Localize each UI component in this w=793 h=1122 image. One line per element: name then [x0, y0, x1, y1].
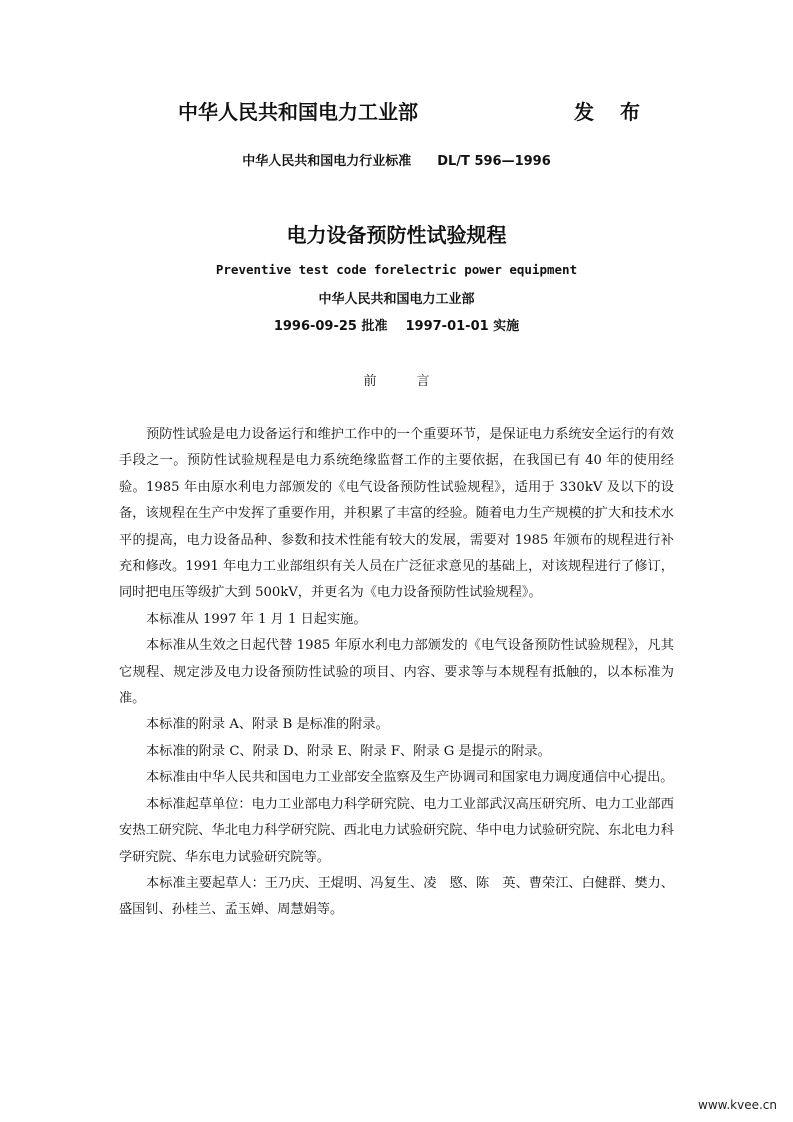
- standard-category: 中华人民共和国电力行业标准: [242, 154, 412, 169]
- paragraph: 本标准的附录 C、附录 D、附录 E、附录 F、附录 G 是提示的附录。: [146, 743, 551, 759]
- publishing-department: 中华人民共和国电力工业部: [318, 292, 475, 307]
- paragraph: 本标准的附录 A、附录 B 是标准的附录。: [146, 717, 389, 733]
- paragraph: 预防性试验是电力设备运行和维护工作中的一个重要环节，是保证电力系统安全运行的有效手段之一。预防性试验规程是电力系统绝缘监督工作的主要依据，在我国已有 40 年的使用经验。1985 年由原水利电力部颁发的《电气设备预防性试验规程》，适用于 330kV 及以下的设备，该规程在生产中发挥了重要作用，并积累了丰富的经验。随着电力生产规模的扩大和技术水平的提高，电力设备品种、参数和技术性能有较大的发展，需要对 1985 年颁布的规程进行补充和修改。1991 年电力工业部组织有关人员在广泛征求意见的基础上，对该规程进行了修订，同时把电压等级扩大到 500kV，并更名为《电力设备预防性试验规程》。: [119, 427, 674, 601]
- standard-number: DL/T 596—1996: [437, 154, 551, 169]
- english-title: Preventive test code forelectric power equipment: [215, 262, 578, 277]
- footer-url: www.kvee.cn: [698, 1098, 777, 1112]
- document-title: 电力设备预防性试验规程: [286, 223, 507, 247]
- approval-date: 1996-09-25 批准: [273, 319, 388, 334]
- effective-date: 1997-01-01 实施: [405, 319, 520, 334]
- foreword-body: [119, 422, 674, 924]
- paragraph: 本标准起草单位：电力工业部电力科学研究院、电力工业部武汉高压研究所、电力工业部西安热工研究院、华北电力科学研究院、西北电力试验研究院、华中电力试验研究院、东北电力科学研究院、华东电力试验研究院等。: [119, 796, 674, 865]
- paragraph: 本标准主要起草人：王乃庆、王焜明、冯复生、凌 愍、陈 英、曹荣江、白健群、樊力、盛国钊、孙桂兰、孟玉婵、周慧娟等。: [119, 875, 674, 918]
- standard-line: [0, 150, 793, 169]
- issue-label: 发布: [574, 100, 666, 124]
- paragraph: 本标准由中华人民共和国电力工业部安全监察及生产协调司和国家电力调度通信中心提出。: [146, 770, 674, 786]
- dates-line: [0, 315, 793, 334]
- issuing-authority: 中华人民共和国电力工业部: [178, 100, 418, 124]
- paragraph: 本标准从 1997 年 1 月 1 日起实施。: [146, 611, 367, 627]
- paragraph: 本标准从生效之日起代替 1985 年原水利电力部颁发的《电气设备预防性试验规程》，凡其它规程、规定涉及电力设备预防性试验的项目、内容、要求等与本规程有抵触的，以本标准为准。: [119, 638, 674, 707]
- foreword-heading: 前言: [363, 374, 470, 389]
